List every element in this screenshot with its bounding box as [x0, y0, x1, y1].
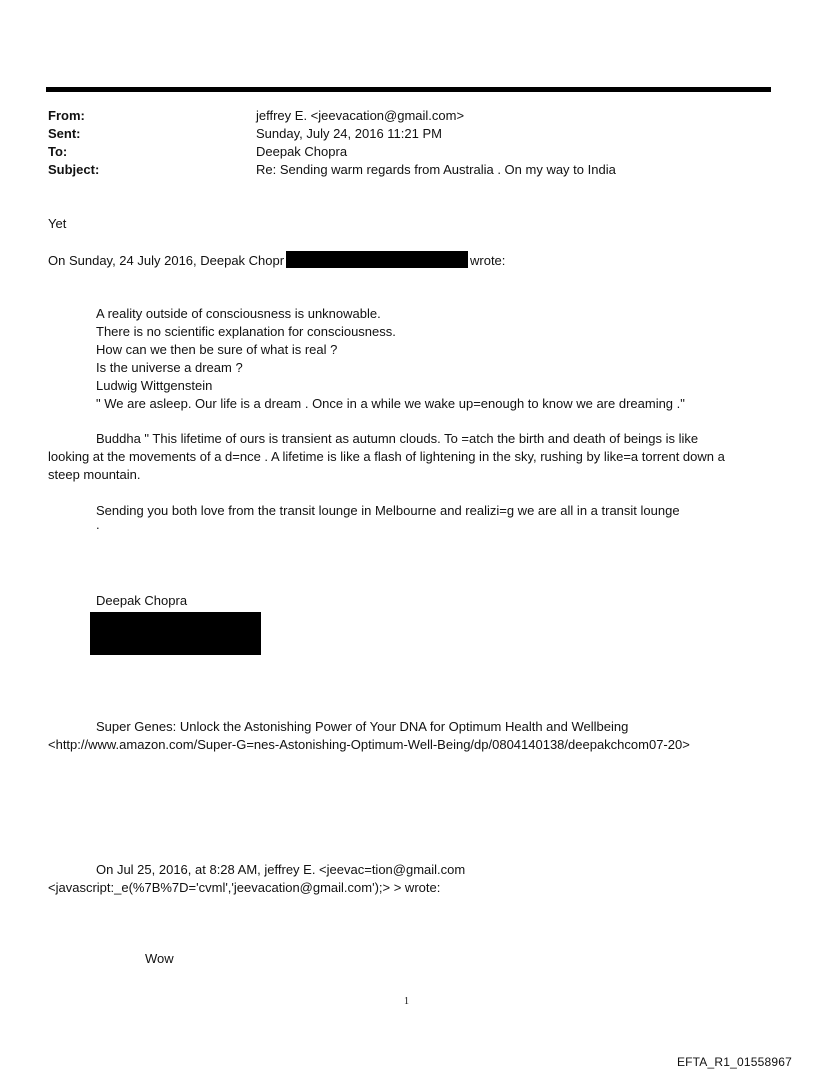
quote-line: Ludwig Wittgenstein: [96, 378, 213, 393]
book-link-line: <http://www.amazon.com/Super-G=nes-Astonishing-Optimum-Well-Being/dp/0804140138/deepakchcom07-20>: [48, 737, 690, 752]
quote-intro-before: On Sunday, 24 July 2016, Deepak Chopr: [48, 253, 285, 268]
book-title-line: Super Genes: Unlock the Astonishing Power of Your DNA for Optimum Health and Wellbeing: [96, 719, 629, 734]
bates-id: EFTA_R1_01558967: [676, 1055, 792, 1069]
redaction-box: [286, 251, 468, 268]
from-label: From:: [48, 108, 85, 123]
quote-line: Is the universe a dream ?: [96, 360, 243, 375]
buddha-line: steep mountain.: [48, 467, 141, 482]
quote-line: " We are asleep. Our life is a dream . Once in a while we wake up=enough to know we are dreaming .": [96, 396, 685, 411]
subject-value: Re: Sending warm regards from Australia . On my way to India: [256, 162, 616, 177]
page-number: 1: [404, 996, 409, 1007]
prior-intro-line: On Jul 25, 2016, at 8:28 AM, jeffrey E. <jeevac=tion@gmail.com: [96, 862, 466, 877]
from-value: jeffrey E. <jeevacation@gmail.com>: [256, 108, 465, 123]
quote-line: There is no scientific explanation for consciousness.: [96, 324, 396, 339]
quote-line: How can we then be sure of what is real ?: [96, 342, 338, 357]
quote-line: A reality outside of consciousness is unknowable.: [96, 306, 381, 321]
sending-line: Sending you both love from the transit lounge in Melbourne and realizi=g we are all in a transit lounge: [96, 503, 680, 518]
buddha-line: looking at the movements of a d=nce . A lifetime is like a flash of lightening in the sky, rushing by like=a torrent down a: [48, 449, 725, 464]
sent-value: Sunday, July 24, 2016 11:21 PM: [256, 126, 442, 141]
to-value: Deepak Chopra: [256, 144, 348, 159]
signature-redaction-box: [90, 612, 261, 655]
prior-intro-line: <javascript:_e(%7B%7D='cvml','jeevacation@gmail.com');> > wrote:: [48, 880, 441, 895]
sent-label: Sent:: [48, 126, 81, 141]
sending-dot: .: [96, 517, 100, 532]
quote-intro-after: wrote:: [470, 253, 506, 268]
subject-label: Subject:: [48, 162, 100, 177]
reply-text: Yet: [48, 216, 67, 231]
buddha-line: Buddha " This lifetime of ours is transient as autumn clouds. To =atch the birth and death of beings is like: [96, 431, 699, 446]
header-rule: [46, 87, 771, 92]
prior-reply-text: Wow: [145, 951, 174, 966]
signature-name: Deepak Chopra: [96, 593, 188, 608]
to-label: To:: [48, 144, 68, 159]
